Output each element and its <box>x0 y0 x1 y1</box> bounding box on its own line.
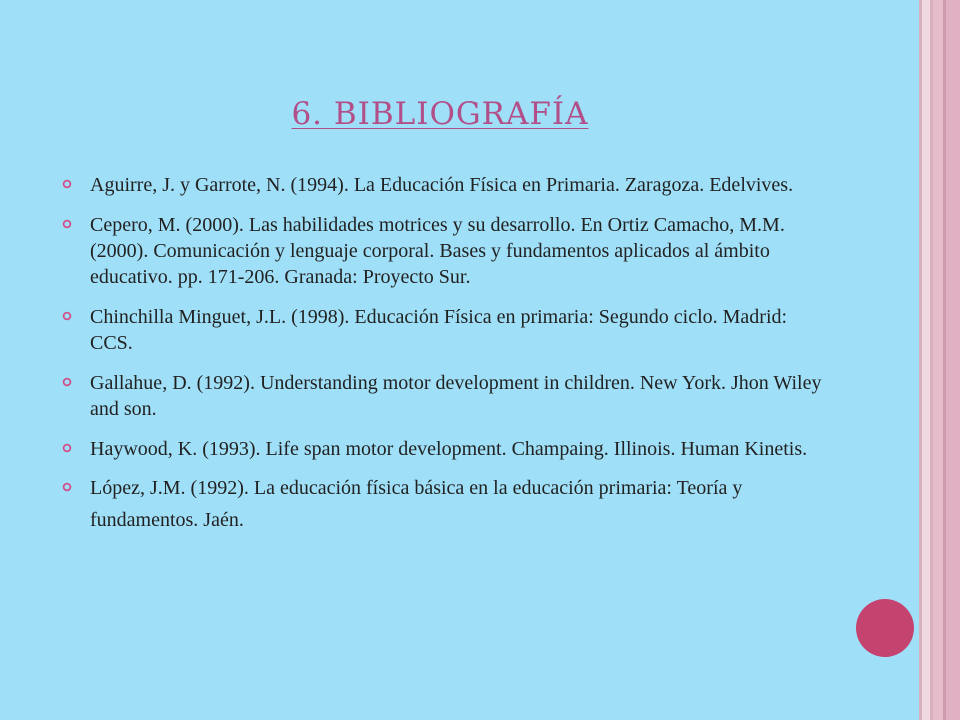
reference-text: Cepero, M. (2000). Las habilidades motrices y su desarrollo. En Ortiz Camacho, M.M. (2000). Comunicación y lenguaje corporal. Bases y fundamentos aplicados al ámbito educativo. pp. 171-206. Granada: Proyecto Sur. <box>90 214 785 288</box>
bibliography-list <box>60 172 830 550</box>
list-item <box>60 472 830 536</box>
edge-stripe <box>933 0 943 720</box>
list-item <box>60 304 830 356</box>
ring-bullet-icon <box>62 377 72 387</box>
ring-bullet-icon <box>62 311 72 321</box>
list-item <box>60 172 830 198</box>
ring-bullet-icon <box>62 482 72 492</box>
reference-text: López, J.M. (1992). La educación física básica en la educación primaria: Teoría y fundamentos. Jaén. <box>90 477 743 531</box>
list-item <box>60 370 830 422</box>
slide-title <box>0 96 880 132</box>
ring-bullet-icon <box>62 179 72 189</box>
ring-bullet-icon <box>62 219 72 229</box>
ring-bullet-icon <box>62 443 72 453</box>
slide-title-text: 6. BIBLIOGRAFÍA <box>291 96 589 132</box>
reference-text: Gallahue, D. (1992). Understanding motor development in children. New York. Jhon Wiley and son. <box>90 372 822 420</box>
decorative-circle-icon <box>856 599 914 657</box>
reference-text: Chinchilla Minguet, J.L. (1998). Educación Física en primaria: Segundo ciclo. Madrid: CCS. <box>90 306 788 354</box>
edge-stripe <box>922 0 930 720</box>
list-item <box>60 212 830 290</box>
list-item <box>60 436 830 462</box>
edge-stripe <box>946 0 960 720</box>
reference-text: Haywood, K. (1993). Life span motor development. Champaing. Illinois. Human Kinetis. <box>90 438 808 460</box>
reference-text: Aguirre, J. y Garrote, N. (1994). La Educación Física en Primaria. Zaragoza. Edelvives. <box>90 174 794 196</box>
